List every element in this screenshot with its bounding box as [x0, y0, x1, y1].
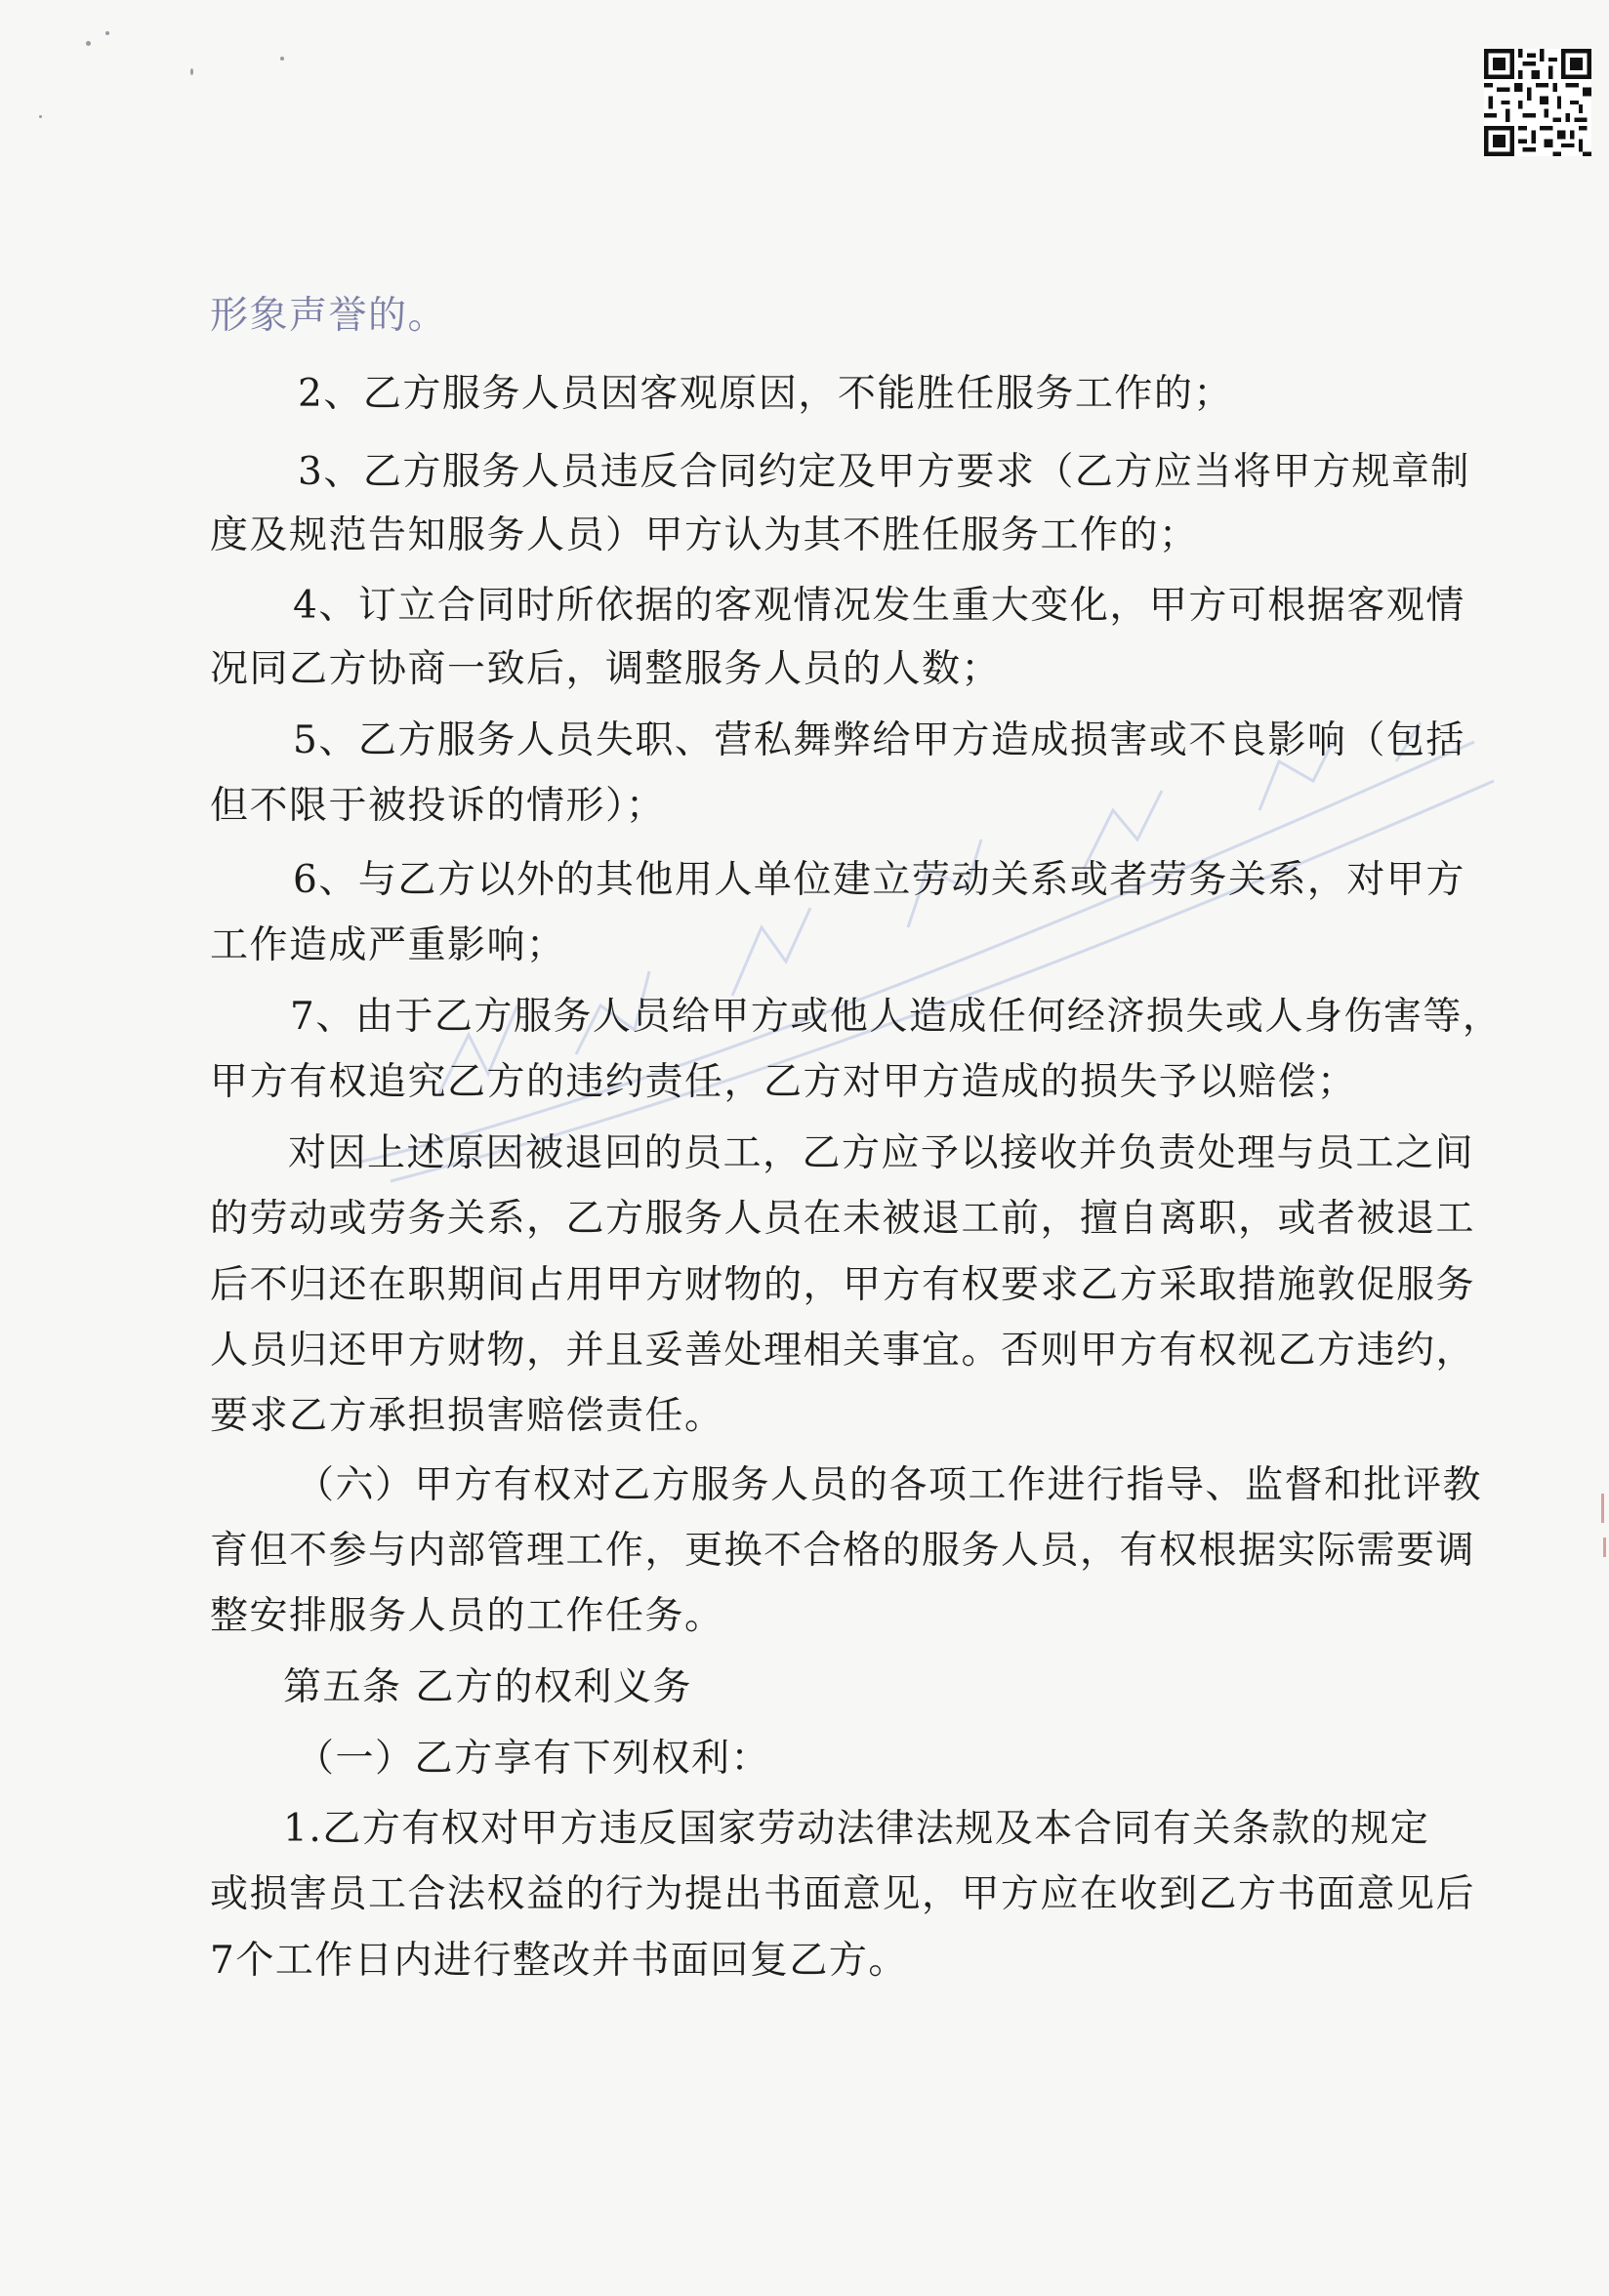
- edge-mark: [1603, 1538, 1606, 1557]
- body-line: 或损害员工合法权益的行为提出书面意见，甲方应在收到乙方书面意见后: [210, 1872, 1476, 1916]
- body-line: 7个工作日内进行整改并书面回复乙方。: [210, 1939, 908, 1983]
- body-line: 人员归还甲方财物，并且妥善处理相关事宜。否则甲方有权视乙方违约，: [210, 1329, 1476, 1373]
- body-line: 度及规范告知服务人员）甲方认为其不胜任服务工作的；: [210, 513, 1199, 557]
- body-line: 2、乙方服务人员因客观原因，不能胜任服务工作的；: [298, 372, 1233, 416]
- body-line: 况同乙方协商一致后，调整服务人员的人数；: [210, 647, 1002, 691]
- body-line: 形象声誉的。: [210, 294, 448, 338]
- section-heading: 第五条 乙方的权利义务: [283, 1665, 692, 1709]
- scan-speck: [280, 57, 284, 61]
- body-line: 对因上述原因被退回的员工，乙方应予以接收并负责处理与员工之间: [288, 1131, 1475, 1175]
- scan-speck: [86, 41, 91, 46]
- body-line: 1.乙方有权对甲方违反国家劳动法律法规及本合同有关条款的规定: [283, 1807, 1430, 1851]
- body-line: 的劳动或劳务关系，乙方服务人员在未被退工前，擅自离职，或者被退工: [210, 1197, 1476, 1241]
- body-line: 但不限于被投诉的情形）；: [210, 784, 666, 828]
- scan-speck: [105, 31, 109, 35]
- body-line: 工作造成严重影响；: [210, 923, 566, 967]
- edge-mark: [1601, 1494, 1604, 1523]
- body-line: 后不归还在职期间占用甲方财物的，甲方有权要求乙方采取措施敦促服务: [210, 1263, 1476, 1307]
- body-line: 7、由于乙方服务人员给甲方或他人造成任何经济损失或人身伤害等，: [290, 995, 1503, 1039]
- body-line: （一）乙方享有下列权利：: [296, 1737, 771, 1781]
- body-line: 6、与乙方以外的其他用人单位建立劳动关系或者劳务关系，对甲方: [293, 858, 1465, 902]
- body-line: 3、乙方服务人员违反合同约定及甲方要求（乙方应当将甲方规章制: [298, 450, 1470, 494]
- body-line: （六）甲方有权对乙方服务人员的各项工作进行指导、监督和批评教: [296, 1463, 1483, 1507]
- body-line: 育但不参与内部管理工作，更换不合格的服务人员，有权根据实际需要调: [210, 1529, 1476, 1573]
- body-line: 要求乙方承担损害赔偿责任。: [210, 1394, 724, 1438]
- body-line: 4、订立合同时所依据的客观情况发生重大变化，甲方可根据客观情: [293, 584, 1465, 628]
- scan-speck: [190, 68, 193, 75]
- body-line: 甲方有权追究乙方的违约责任，乙方对甲方造成的损失予以赔偿；: [210, 1060, 1357, 1104]
- scan-speck: [39, 115, 42, 118]
- qr-code-icon: [1484, 49, 1591, 156]
- body-line: 5、乙方服务人员失职、营私舞弊给甲方造成损害或不良影响（包括: [293, 718, 1465, 762]
- body-line: 整安排服务人员的工作任务。: [210, 1594, 724, 1638]
